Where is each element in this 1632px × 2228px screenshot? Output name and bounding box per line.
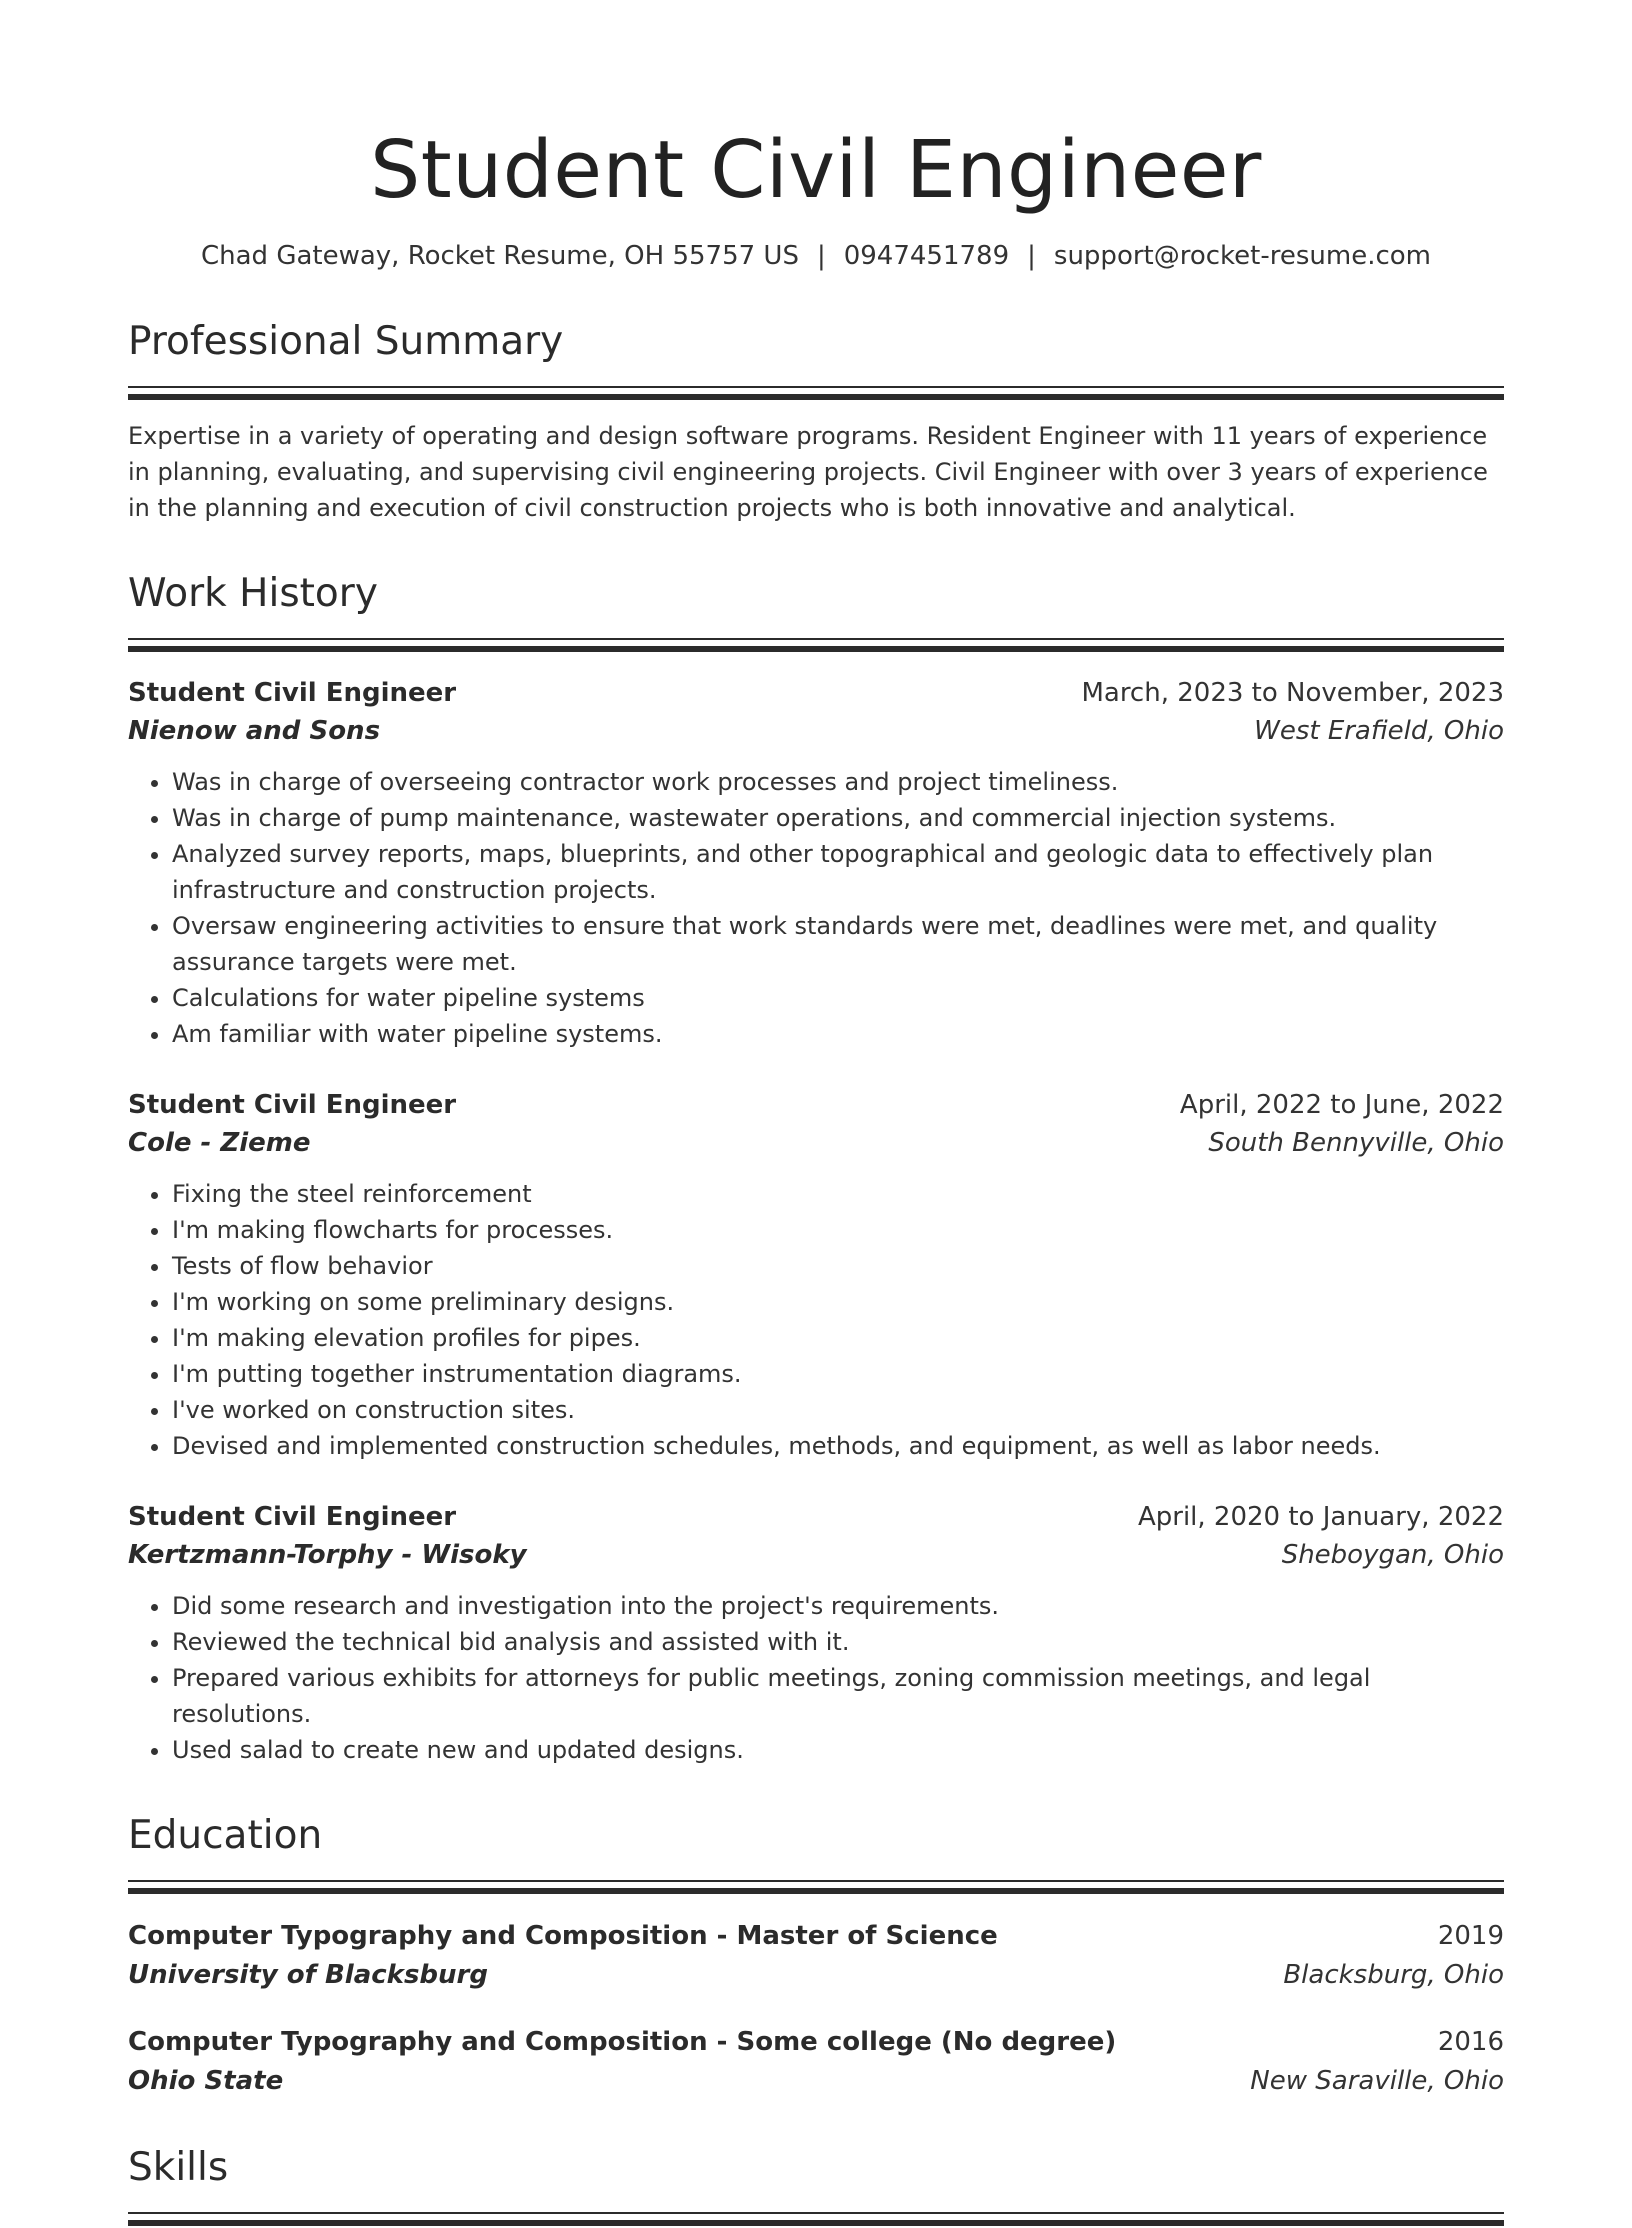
- job-location: South Bennyville, Ohio: [1208, 1128, 1504, 1158]
- job-bullet-list: [128, 764, 1504, 1052]
- job-title: Student Civil Engineer: [128, 678, 457, 708]
- job-entry: [128, 1086, 1504, 1464]
- job-bullet-list: [128, 1176, 1504, 1464]
- education-year: 2016: [1437, 2027, 1504, 2057]
- job-dates: April, 2020 to January, 2022: [1137, 1502, 1504, 1532]
- section-divider: [128, 638, 1504, 654]
- job-bullet: • Did some research and investigation into the project's requirements.: [172, 1588, 1504, 1624]
- education-year: 2019: [1437, 1921, 1504, 1951]
- section-divider: [128, 386, 1504, 402]
- skills-section-header: [128, 2144, 1504, 2228]
- education-entry: [128, 2022, 1504, 2100]
- job-bullet: • Calculations for water pipeline systems: [172, 980, 1504, 1016]
- contact-phone[interactable]: 0947451789: [843, 241, 1010, 271]
- section-title-summary: Professional Summary: [128, 319, 564, 364]
- job-bullet: • I'm putting together instrumentation diagrams.: [172, 1356, 1504, 1392]
- job-bullet: • Am familiar with water pipeline systems.: [172, 1016, 1504, 1052]
- summary-text: Expertise in a variety of operating and design software programs. Resident Engineer with 11 years of experience in planning, evaluating, and supervising civil engineering projects. Civil Engineer with over 3 years of experience in the planning and execution of civil construction projects who is both innovative and analytical.: [128, 422, 1488, 522]
- job-bullet: • Oversaw engineering activities to ensure that work standards were met, deadlines were met, and quality assurance targets were met.: [172, 908, 1504, 980]
- job-bullet: • I'm making elevation profiles for pipes.: [172, 1320, 1504, 1356]
- contact-address: Chad Gateway, Rocket Resume, OH 55757 US: [200, 241, 799, 271]
- job-location: West Erafield, Ohio: [1254, 716, 1504, 746]
- job-bullet-list: [128, 1588, 1504, 1768]
- contact-separator: |: [816, 241, 826, 271]
- section-title-education: Education: [128, 1813, 323, 1858]
- education-section-header: [128, 1812, 1504, 1896]
- education-school: Ohio State: [128, 2066, 284, 2096]
- job-bullet: • Fixing the steel reinforcement: [172, 1176, 1504, 1212]
- job-bullet: • Was in charge of pump maintenance, wastewater operations, and commercial injection systems.: [172, 800, 1504, 836]
- section-divider: [128, 2212, 1504, 2228]
- job-title: Student Civil Engineer: [128, 1090, 457, 1120]
- section-title-skills: Skills: [128, 2145, 229, 2190]
- job-bullet: • Devised and implemented construction schedules, methods, and equipment, as well as labor needs.: [172, 1428, 1504, 1464]
- education-degree: Computer Typography and Composition - Master of Science: [128, 1921, 998, 1951]
- education-school: University of Blacksburg: [128, 1960, 488, 1990]
- job-bullet: • Used salad to create new and updated designs.: [172, 1732, 1504, 1768]
- job-bullet: • Prepared various exhibits for attorneys for public meetings, zoning commission meetings, and legal resolutions.: [172, 1660, 1504, 1732]
- resume-page: [128, 0, 1504, 2228]
- work-section-header: [128, 570, 1504, 654]
- job-bullet: • I've worked on construction sites.: [172, 1392, 1504, 1428]
- resume-title: Student Civil Engineer: [370, 124, 1262, 216]
- job-bullet: • I'm working on some preliminary designs.: [172, 1284, 1504, 1320]
- education-location: Blacksburg, Ohio: [1283, 1960, 1504, 1990]
- job-dates: April, 2022 to June, 2022: [1179, 1090, 1504, 1120]
- job-bullet: • Analyzed survey reports, maps, blueprints, and other topographical and geologic data to effectively plan infrastructure and construction projects.: [172, 836, 1504, 908]
- summary-section-header: [128, 318, 1504, 402]
- contact-line: [128, 238, 1504, 274]
- contact-email[interactable]: support@rocket-resume.com: [1053, 241, 1432, 271]
- job-bullet: • I'm making flowcharts for processes.: [172, 1212, 1504, 1248]
- education-location: New Saraville, Ohio: [1250, 2066, 1504, 2096]
- contact-separator: |: [1027, 241, 1036, 271]
- job-dates: March, 2023 to November, 2023: [1081, 678, 1504, 708]
- job-bullet: • Was in charge of overseeing contractor work processes and project timeliness.: [172, 764, 1504, 800]
- job-company: Nienow and Sons: [128, 716, 381, 746]
- job-company: Kertzmann-Torphy - Wisoky: [128, 1540, 527, 1570]
- job-bullet: • Tests of flow behavior: [172, 1248, 1504, 1284]
- job-company: Cole - Zieme: [128, 1128, 311, 1158]
- education-entry: [128, 1916, 1504, 1994]
- section-title-work: Work History: [128, 571, 378, 616]
- education-degree: Computer Typography and Composition - Some college (No degree): [128, 2027, 1117, 2057]
- section-divider: [128, 1880, 1504, 1896]
- job-title: Student Civil Engineer: [128, 1502, 457, 1532]
- job-bullet: • Reviewed the technical bid analysis and assisted with it.: [172, 1624, 1504, 1660]
- job-entry: [128, 674, 1504, 1052]
- job-entry: [128, 1498, 1504, 1768]
- job-location: Sheboygan, Ohio: [1281, 1540, 1504, 1570]
